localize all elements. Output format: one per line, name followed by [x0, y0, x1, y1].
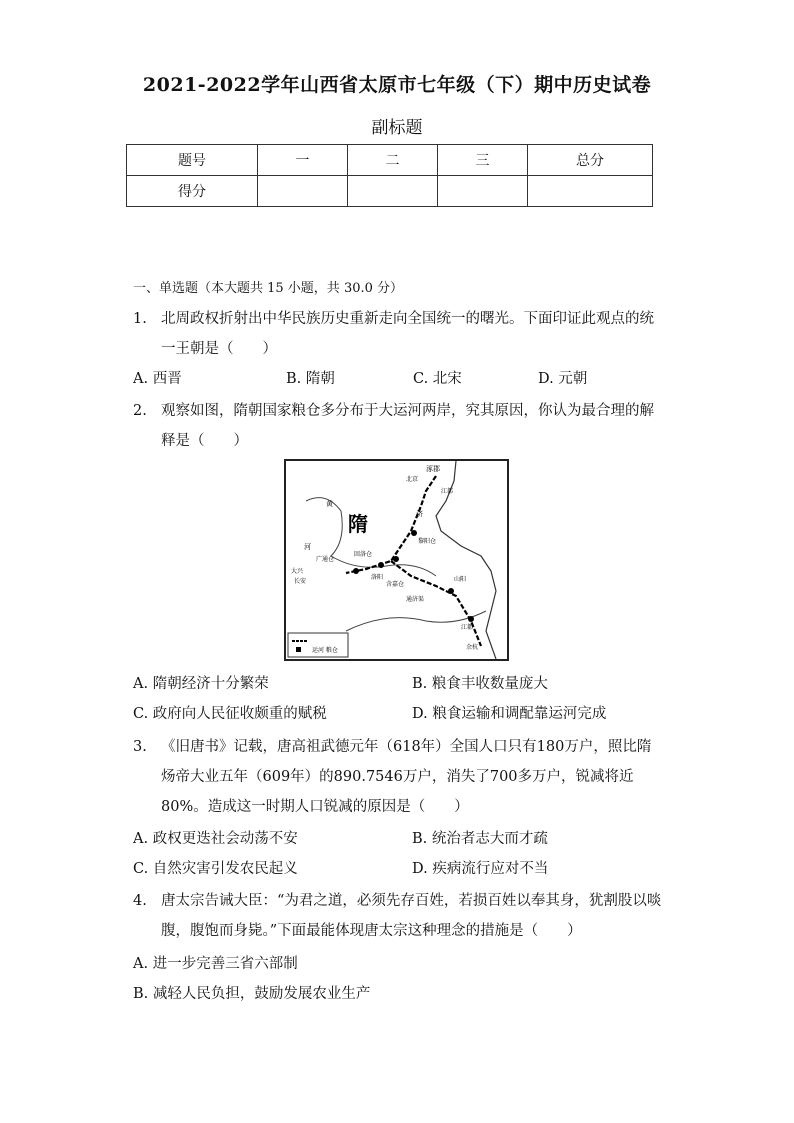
- question-3-options-row2: [133, 857, 663, 881]
- map-label: 余杭: [466, 644, 479, 651]
- question-2-options-row1: [133, 672, 663, 696]
- map-label: 黎阳仓: [418, 538, 437, 545]
- question-1-options: [133, 367, 663, 391]
- map-label: 通济渠: [406, 596, 425, 603]
- exam-title: 2021-2022学年山西省太原市七年级（下）期中历史试卷: [142, 74, 652, 96]
- map-label: 北京: [406, 476, 419, 483]
- map-label: 涿郡: [426, 465, 440, 473]
- question-4-option-b-row: [133, 982, 663, 1006]
- question-4: [133, 886, 663, 946]
- score-cell: [258, 176, 348, 207]
- map-legend: 运河 粮仓: [312, 647, 338, 654]
- question-2: [133, 396, 663, 456]
- map-label: 广通仓: [316, 556, 335, 563]
- score-cell: 三: [438, 145, 528, 176]
- option-d[interactable]: D. 粮食运输和调配靠运河完成: [412, 706, 607, 722]
- option-b[interactable]: B. 粮食丰收数量庞大: [412, 676, 548, 692]
- question-4-option-a-row: [133, 952, 663, 976]
- option-d[interactable]: D. 元朝: [538, 371, 588, 387]
- question-1: [133, 304, 663, 364]
- map-label: 黄: [326, 500, 333, 508]
- question-stem: 观察如图，隋朝国家粮仓多分布于大运河两岸，究其原因，你认为最合理的解释是（ ）: [161, 403, 654, 449]
- map-label: 江都: [461, 624, 474, 631]
- map-label: 山阳: [454, 576, 467, 583]
- sui-canal-map: [284, 459, 509, 661]
- map-label: 江都: [441, 488, 454, 495]
- option-a[interactable]: A. 进一步完善三省六部制: [133, 956, 298, 972]
- question-2-options-row2: [133, 702, 663, 726]
- option-d[interactable]: D. 疾病流行应对不当: [412, 861, 549, 877]
- score-cell: [528, 176, 653, 207]
- option-b[interactable]: B. 减轻人民负担，鼓励发展农业生产: [133, 986, 371, 1002]
- question-3: [133, 732, 663, 822]
- map-label: 济: [416, 510, 423, 518]
- score-cell: [348, 176, 438, 207]
- map-label: 回洛仓: [354, 551, 373, 558]
- score-cell: 一: [258, 145, 348, 176]
- map-label: 长安: [294, 578, 307, 585]
- question-stem: 唐太宗告诫大臣：“为君之道，必须先存百姓，若损百姓以奉其身，犹割股以啖腹，腹饱而身毙。”下面最能体现唐太宗这种理念的措施是（ ）: [161, 893, 662, 939]
- map-label: 洛阳: [371, 574, 384, 581]
- question-number: 4.: [133, 893, 147, 909]
- option-c[interactable]: C. 自然灾害引发农民起义: [133, 861, 298, 877]
- question-3-options-row1: [133, 827, 663, 851]
- map-label: 含嘉仓: [386, 581, 405, 588]
- score-cell: [438, 176, 528, 207]
- option-c[interactable]: C. 北宋: [413, 371, 462, 387]
- option-a[interactable]: A. 隋朝经济十分繁荣: [133, 676, 269, 692]
- map-label: 河: [304, 543, 311, 551]
- score-table-header-row: [127, 145, 653, 176]
- score-cell: 得分: [127, 176, 258, 207]
- score-cell: 二: [348, 145, 438, 176]
- question-stem: 北周政权折射出中华民族历史重新走向全国统一的曙光。下面印证此观点的统一王朝是（ ）: [161, 311, 654, 357]
- question-number: 2.: [133, 403, 147, 419]
- question-number: 1.: [133, 311, 147, 327]
- score-cell: 题号: [127, 145, 258, 176]
- option-a[interactable]: A. 政权更迭社会动荡不安: [133, 831, 298, 847]
- option-c[interactable]: C. 政府向人民征收颇重的赋税: [133, 706, 327, 722]
- option-b[interactable]: B. 隋朝: [286, 371, 335, 387]
- exam-subtitle: 副标题: [371, 118, 423, 138]
- option-a[interactable]: A. 西晋: [133, 371, 182, 387]
- score-table-row: [127, 176, 653, 207]
- question-number: 3.: [133, 739, 147, 755]
- map-label: 大兴: [291, 568, 304, 575]
- option-b[interactable]: B. 统治者志大而才疏: [412, 831, 548, 847]
- score-table: [126, 144, 653, 207]
- question-stem: 《旧唐书》记载，唐高祖武德元年（618年）全国人口只有180万户，照比隋炀帝大业五年（609年）的890.7546万户，消失了700多万户，锐减将近80%。造成这一时期人口锐减的原因是（ ）: [161, 739, 652, 815]
- map-big-label: 隋: [348, 512, 368, 536]
- section-heading: 一、单选题（本大题共 15 小题，共 30.0 分）: [133, 281, 404, 296]
- score-cell: 总分: [528, 145, 653, 176]
